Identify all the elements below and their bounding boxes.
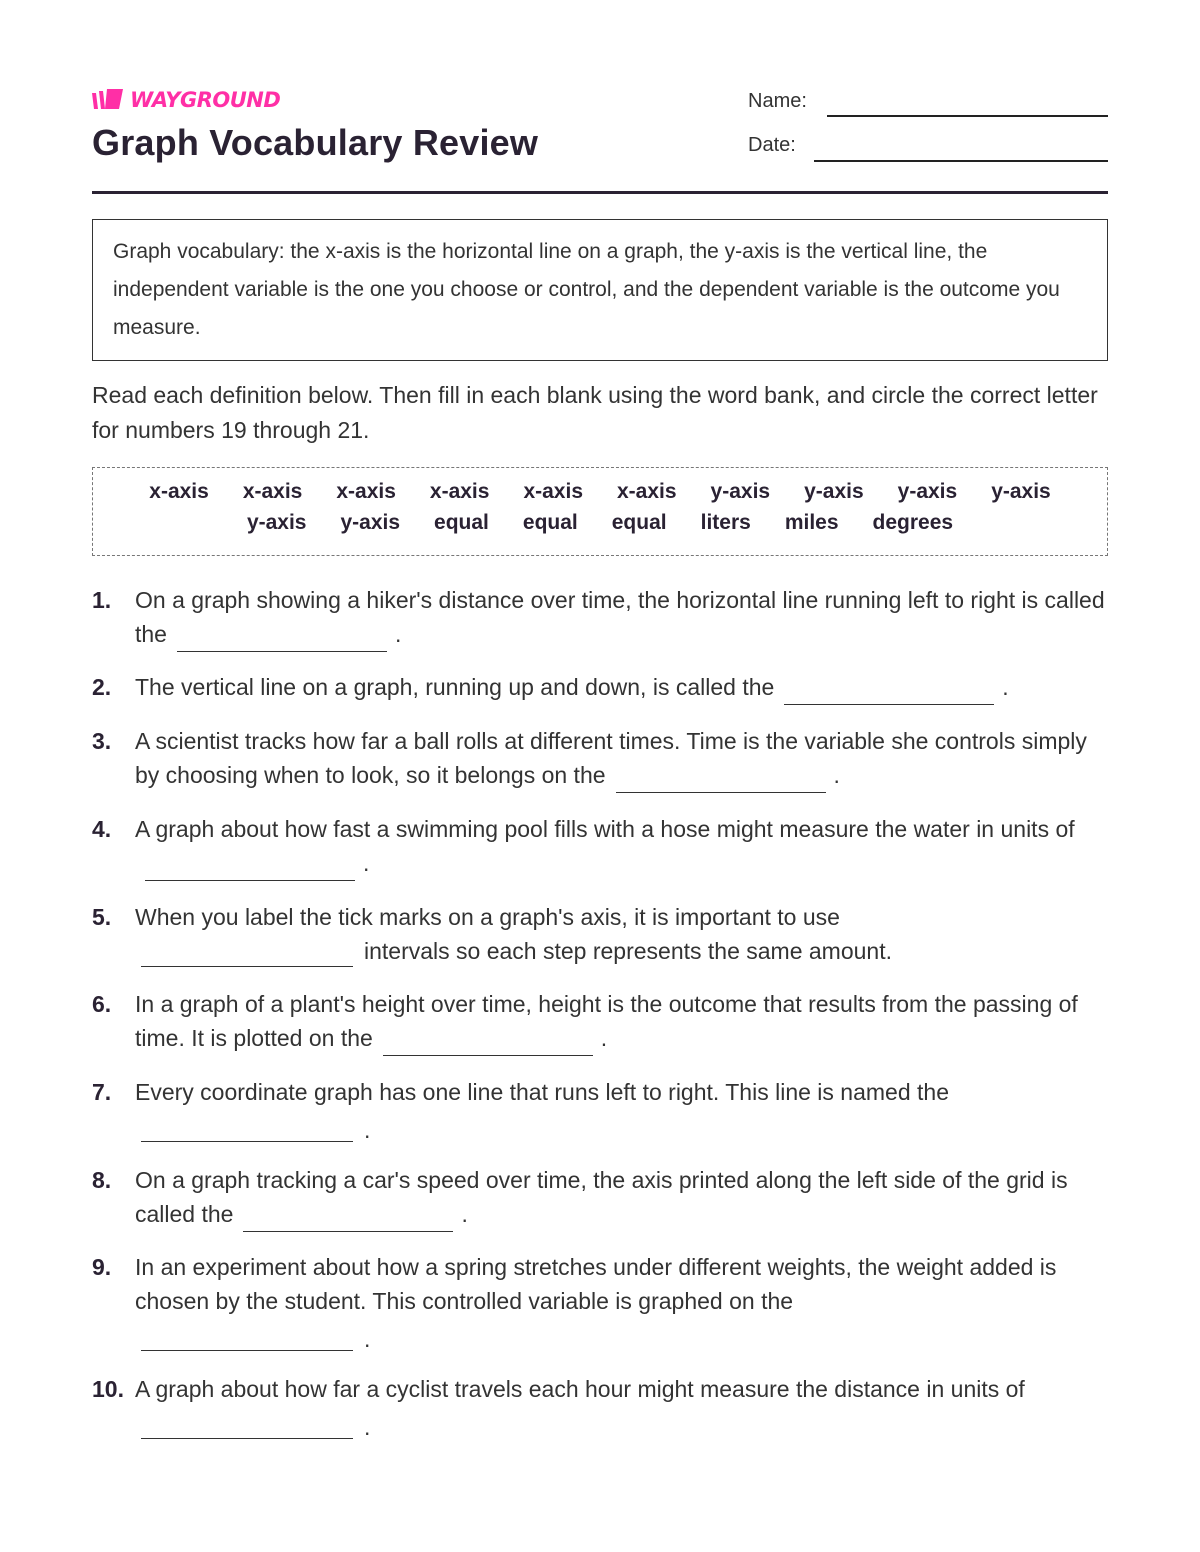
word-bank [92, 467, 1108, 556]
question-trailing-text: . [364, 1117, 371, 1143]
word-bank-word: x-axis [617, 480, 677, 503]
answer-blank[interactable] [177, 625, 387, 652]
question-8 [92, 1163, 1112, 1232]
word-bank-word: x-axis [429, 480, 490, 503]
brand-mark-icon [92, 89, 124, 111]
answer-blank[interactable] [145, 854, 355, 881]
question-trailing-text: intervals so each step represents the same amount. [364, 938, 893, 964]
question-text: The vertical line on a graph, running up and down, is called the [135, 674, 775, 700]
word-bank-word: liters [700, 511, 751, 534]
question-trailing-text: . [364, 1326, 371, 1352]
question-number: 10. [92, 1376, 124, 1402]
question-text: In a graph of a plant's height over time, height is the outcome that results from the passing of time. It is plotted on the [135, 991, 1078, 1051]
question-number: 2. [92, 674, 112, 700]
question-number: 6. [92, 991, 112, 1017]
question-number: 9. [92, 1254, 112, 1280]
word-bank-word: equal [611, 511, 667, 534]
word-bank-word: degrees [872, 511, 954, 534]
question-text: On a graph tracking a car's speed over time, the axis printed along the left side of the grid is called the [135, 1167, 1068, 1227]
word-bank-word: equal [522, 511, 578, 534]
word-bank-word: y-axis [897, 480, 958, 503]
page-title: Graph Vocabulary Review [92, 122, 539, 163]
word-bank-word: x-axis [336, 480, 396, 503]
question-number: 4. [92, 816, 112, 842]
question-number: 5. [92, 904, 112, 930]
answer-blank[interactable] [616, 766, 826, 793]
question-text: On a graph showing a hiker's distance over time, the horizontal line running left to right is called the [135, 587, 1105, 647]
name-input-line[interactable] [827, 115, 1108, 117]
question-7 [92, 1075, 1112, 1145]
answer-blank[interactable] [141, 966, 353, 967]
word-bank-word: miles [784, 511, 839, 534]
answer-blank[interactable] [383, 1029, 593, 1056]
question-6 [92, 987, 1112, 1056]
question-trailing-text: . [364, 1414, 371, 1440]
word-bank-word: x-axis [523, 480, 583, 503]
question-10 [92, 1372, 1112, 1442]
question-9 [92, 1250, 1112, 1354]
question-2 [92, 670, 1112, 705]
vocabulary-intro-box [92, 219, 1108, 361]
word-bank-word: y-axis [710, 480, 771, 503]
question-number: 7. [92, 1079, 112, 1105]
answer-blank[interactable] [784, 678, 994, 705]
word-bank-word: equal [434, 511, 489, 534]
question-text: When you label the tick marks on a graph's axis, it is important to use [135, 904, 840, 930]
question-5 [92, 900, 1112, 970]
date-label: Date: [748, 134, 796, 156]
question-number: 1. [92, 587, 112, 613]
question-trailing-text: . [600, 1025, 608, 1051]
word-bank-word: x-axis [149, 480, 209, 503]
vocabulary-intro-text: Graph vocabulary: the x-axis is the horizontal line on a graph, the y-axis is the vertical line, the independent variable is the one you choose or control, and the dependent variable is the outcome you measure. [113, 240, 1060, 339]
question-number: 3. [92, 728, 112, 754]
brand-logo [92, 86, 280, 114]
word-bank-word: y-axis [991, 480, 1051, 503]
question-trailing-text: . [461, 1201, 468, 1227]
question-3 [92, 724, 1112, 793]
date-input-line[interactable] [814, 160, 1108, 162]
answer-blank[interactable] [141, 1350, 353, 1351]
word-bank-word: y-axis [804, 480, 864, 503]
question-4 [92, 812, 1112, 881]
name-label: Name: [748, 90, 807, 112]
word-bank-word: y-axis [246, 511, 307, 534]
question-1 [92, 583, 1112, 652]
question-text: Every coordinate graph has one line that runs left to right. This line is named the [135, 1079, 949, 1105]
question-text: A graph about how far a cyclist travels each hour might measure the distance in units of [135, 1376, 1025, 1402]
question-text: In an experiment about how a spring stretches under different weights, the weight added is chosen by the student. This controlled variable is graphed on the [135, 1254, 1057, 1314]
word-bank-row-2 [113, 511, 1087, 542]
question-trailing-text: . [394, 621, 402, 647]
name-field [748, 90, 807, 113]
question-number: 8. [92, 1167, 112, 1193]
header-divider [92, 191, 1108, 194]
question-trailing-text: . [833, 762, 840, 788]
answer-blank[interactable] [141, 1438, 353, 1439]
question-trailing-text: . [1002, 674, 1009, 700]
word-bank-row-1 [113, 480, 1087, 511]
instructions: Read each definition below. Then fill in each blank using the word bank, and circle the correct letter for numbers 19 through 21. [92, 382, 1098, 443]
word-bank-word: x-axis [242, 480, 303, 503]
question-trailing-text: . [363, 850, 370, 876]
question-text: A graph about how fast a swimming pool fills with a hose might measure the water in units of [135, 816, 1075, 842]
question-text: A scientist tracks how far a ball rolls at different times. Time is the variable she controls simply by choosing when to look, so it belongs on the [135, 728, 1087, 788]
date-field [748, 134, 796, 157]
answer-blank[interactable] [243, 1205, 453, 1232]
brand-name: WAYGROUND [130, 88, 281, 112]
word-bank-word: y-axis [340, 511, 401, 534]
answer-blank[interactable] [141, 1141, 353, 1142]
